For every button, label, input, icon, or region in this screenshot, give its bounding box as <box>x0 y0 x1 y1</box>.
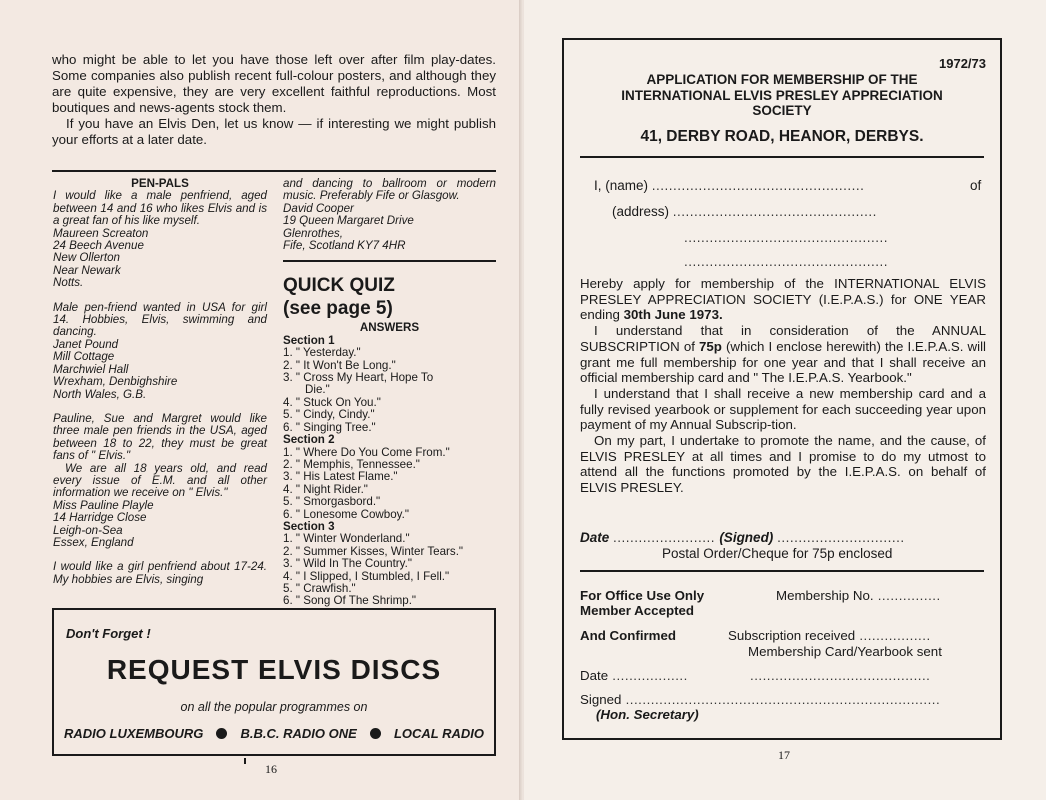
request-discs-ad <box>52 608 496 756</box>
section-divider <box>52 170 496 172</box>
quiz-section-1-label: Section 1 <box>283 333 335 347</box>
card-sent-label: Membership Card/Yearbook sent <box>748 644 942 659</box>
membership-application-form <box>562 38 1002 740</box>
penpal-entry-1-address <box>53 228 267 290</box>
intro-paragraph-2: If you have an Elvis Den, let us know — if interesting we might publish your efforts at a later date. <box>52 116 496 147</box>
quiz-answer: 4. " I Slipped, I Stumbled, I Fell." <box>283 569 450 583</box>
station-bbc-radio-one: B.B.C. RADIO ONE <box>240 726 357 741</box>
penpal-entry-4-address <box>283 203 496 253</box>
penpal-entry-1-text: I would like a male penfriend, aged between 14 and 16 who likes Elvis and is a great fan of his like myself. <box>53 189 267 228</box>
address-line: David Cooper <box>283 201 354 215</box>
quiz-answer: 1. " Yesterday." <box>283 346 361 360</box>
quiz-answer: 4. " Night Rider." <box>283 482 368 496</box>
quiz-answer: 2. " Summer Kisses, Winter Tears." <box>283 544 464 558</box>
address-label: (address) <box>612 204 670 219</box>
quiz-answer: 4. " Stuck On You." <box>283 395 381 409</box>
card-sent-line[interactable]: ........................................... <box>750 668 931 683</box>
page-number-left: 16 <box>265 762 277 776</box>
address-line: Mill Cottage <box>53 350 115 364</box>
date-label: Date <box>580 530 610 545</box>
terms-text: (which I enclose herewith) the I.E.P.A.S. will grant me full membership for one year and that I shall receive an official membership card and " The I.E.P.A.S. Yearbook." <box>580 338 987 386</box>
quiz-answers-label: ANSWERS <box>359 321 420 335</box>
address-line: New Ollerton <box>53 251 121 265</box>
name-field[interactable]: I, (name) .................................................. of <box>594 178 982 193</box>
date-signed-row[interactable]: Date ........................ (Signed) .............................. <box>580 530 905 545</box>
address-line: 24 Beech Avenue <box>53 239 144 253</box>
terms-paragraph-1 <box>580 276 986 323</box>
and-confirmed-label: And Confirmed <box>580 628 677 643</box>
form-title-line: SOCIETY <box>752 103 812 118</box>
subscription-received-label: Subscription received <box>728 628 856 643</box>
left-page <box>0 0 522 800</box>
subscription-amount: 75p <box>699 338 722 354</box>
address-line-3[interactable]: ................................................ <box>684 254 889 269</box>
signed-label: (Signed) <box>719 530 774 545</box>
address-line: Janet Pound <box>53 337 119 351</box>
right-page <box>524 0 1046 800</box>
form-title-line: INTERNATIONAL ELVIS PRESLEY APPRECIATION <box>621 87 943 103</box>
quiz-answer: 6. " Lonesome Cowboy." <box>283 507 409 521</box>
crop-mark <box>244 758 246 764</box>
quiz-section-2-label: Section 2 <box>283 433 335 447</box>
penpal-entry-3-text: Pauline, Sue and Margret would like three male pen friends in the USA, aged between 18 to 22, they must be great fans of " Elvis." <box>53 411 267 463</box>
postal-order-note: Postal Order/Cheque for 75p enclosed <box>662 546 893 561</box>
hon-secretary-label: (Hon. Secretary) <box>596 707 699 722</box>
signed2-label: Signed <box>580 692 622 707</box>
signed2-field[interactable]: Signed ........................................................................... <box>580 692 941 707</box>
date2-field[interactable]: Date .................. <box>580 668 688 683</box>
quiz-answer: 2. " Memphis, Tennessee." <box>283 457 420 471</box>
terms-text: Hereby apply for membership of the INTERNATIONAL ELVIS PRESLEY APPRECIATION SOCIETY (I.E.P.A.S.) for ONE YEAR ending <box>580 276 986 323</box>
quiz-answer-continued: Die." <box>305 383 330 397</box>
address-line: 14 Harridge Close <box>53 511 147 525</box>
terms-paragraph-4: On my part, I undertake to promote the name, and the cause, of ELVIS PRESLEY at all times and I promise to do my utmost to attend all the functions promoted by the I.E.P.A.S. on behalf of ELVIS PRESLEY. <box>580 433 986 496</box>
address-line: Miss Pauline Playle <box>53 498 154 512</box>
penpals-heading: PEN-PALS <box>131 177 189 190</box>
quiz-divider <box>283 260 496 262</box>
office-divider <box>580 570 984 572</box>
address-line: Marchwiel Hall <box>53 362 129 376</box>
office-use-label: For Office Use Only <box>580 588 705 603</box>
address-line: Wrexham, Denbighshire <box>53 375 178 389</box>
penpal-entry-2-text: Male pen-friend wanted in USA for girl 14. Hobbies, Elvis, swimming and dancing. <box>53 300 267 339</box>
penpal-entry-4-text: I would like a girl penfriend about 17-24. My hobbies are Elvis, singing <box>53 560 267 586</box>
quiz-answer: 3. " Cross My Heart, Hope To <box>283 371 434 385</box>
terms-paragraph-3: I understand that I shall receive a new membership card and a fully revised yearbook or supplement for each succeeding year upon payment of my Annual Subscrip-tion. <box>580 385 986 433</box>
station-local-radio: LOCAL RADIO <box>393 726 484 741</box>
form-title-line: APPLICATION FOR MEMBERSHIP OF THE <box>646 72 918 87</box>
subscription-received-field[interactable]: Subscription received ................. <box>728 628 931 643</box>
bullet-dot-icon <box>216 728 227 739</box>
terms-text: I understand that in consideration of the ANNUAL SUBSCRIPTION of <box>580 323 986 354</box>
page-number-right: 17 <box>778 748 790 762</box>
society-address: 41, DERBY ROAD, HEANOR, DERBYS. <box>640 128 924 145</box>
address-line: Glenrothes, <box>283 226 343 240</box>
date2-label: Date <box>580 668 609 683</box>
quiz-title: QUICK QUIZ <box>283 275 395 297</box>
application-terms <box>580 276 986 496</box>
address-line: North Wales, G.B. <box>53 387 147 401</box>
quiz-subtitle: (see page 5) <box>283 298 393 320</box>
address-line: Fife, Scotland KY7 4HR <box>283 239 406 253</box>
form-divider <box>580 156 984 158</box>
penpal-entry-4-continued: and dancing to ballroom or modern music. Preferably Fife or Glasgow. <box>283 177 496 203</box>
address-line: 19 Queen Margaret Drive <box>283 214 414 228</box>
name-label: I, (name) <box>594 178 649 193</box>
membership-no-field[interactable]: Membership No. ............... <box>776 588 941 603</box>
quiz-answer: 5. " Cindy, Cindy." <box>283 408 375 422</box>
member-accepted-label: Member Accepted <box>580 603 695 618</box>
penpal-entry-3-address <box>53 500 267 550</box>
quiz-column <box>283 178 496 608</box>
quiz-answer: 3. " Wild In The Country." <box>283 557 412 571</box>
penpal-entry-2-address <box>53 339 267 401</box>
address-line: Maureen Screaton <box>53 226 149 240</box>
penpal-entry-3-text-2: We are all 18 years old, and read every issue of E.M. and all other information we receive on " Elvis." <box>53 461 267 500</box>
form-title <box>564 72 1000 119</box>
quiz-answer: 5. " Crawfish." <box>283 581 356 595</box>
address-field[interactable]: (address) ................................................ <box>612 204 877 219</box>
quiz-answer: 1. " Where Do You Come From." <box>283 445 450 459</box>
intro-paragraph-1: who might be able to let you have those left over after film play-dates. Some companies also publish recent full-colour posters, and although they are quite expensive, they are very excellent faithful reproductions. Most boutiques and news-agents stock them. <box>52 52 496 115</box>
station-list <box>64 726 484 741</box>
address-line: Notts. <box>53 276 84 290</box>
dont-forget-label: Don't Forget ! <box>66 626 151 641</box>
station-radio-luxembourg: RADIO LUXEMBOURG <box>64 726 204 741</box>
quiz-section-3-label: Section 3 <box>283 519 335 533</box>
penpals-column <box>53 178 267 586</box>
ad-headline: REQUEST ELVIS DISCS <box>106 654 442 685</box>
address-line: Near Newark <box>53 263 121 277</box>
end-date: 30th June 1973. <box>623 307 723 323</box>
form-year: 1972/73 <box>939 56 986 71</box>
membership-no-label: Membership No. <box>776 588 874 603</box>
quiz-answer: 6. " Song Of The Shrimp." <box>283 594 417 608</box>
of-label: of <box>970 178 982 193</box>
quiz-answer: 5. " Smorgasbord." <box>283 495 381 509</box>
ad-popular-line: on all the popular programmes on <box>180 700 368 714</box>
quiz-answer: 3. " His Latest Flame." <box>283 470 398 484</box>
bullet-dot-icon <box>370 728 381 739</box>
quiz-answer: 2. " It Won't Be Long." <box>283 358 396 372</box>
intro-text <box>52 52 496 148</box>
quiz-answer: 1. " Winter Wonderland." <box>283 532 410 546</box>
address-line: Leigh-on-Sea <box>53 523 123 537</box>
address-line-2[interactable]: ................................................ <box>684 230 889 245</box>
terms-paragraph-2 <box>580 323 986 386</box>
quiz-answer: 6. " Singing Tree." <box>283 420 376 434</box>
address-line: Essex, England <box>53 535 134 549</box>
